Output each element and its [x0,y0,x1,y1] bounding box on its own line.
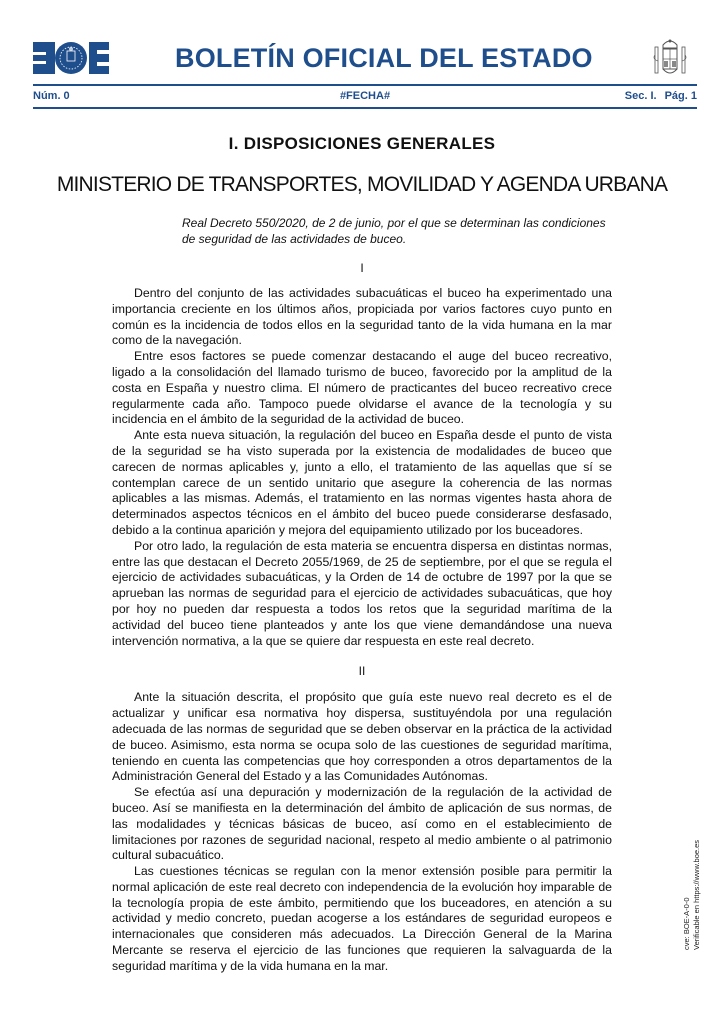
paragraph: Las cuestiones técnicas se regulan con la menor extensión posible para permitir la normal aplicación de este real decreto con independencia de la evolución hoy imparable de la tecnología propia de este ámbito, permitiendo que los buceadores, en atención a su actividad y medio concreto, puedan acogerse a los estándares de seguridad europeos e internacionales que consideren más adecuados. La Dirección General de la Marina Mercante se reserva el ejercicio de las funciones que requieren la salvaguarda de la seguridad marítima y de la vida humana en la mar. [112,864,612,973]
verification-link[interactable]: Verificable en https://www.boe.es [692,839,701,950]
part-i-body [112,286,612,649]
paragraph: Ante esta nueva situación, la regulación del buceo en España desde el punto de vista de la seguridad se ha visto superada por la existencia de modalidades de buceo que carecen de normas aplicables y, junto a ello, el tratamiento de las aquellas que sí se contemplan carece de un sentido unitario que asegure la coherencia de las normas aplicables a las mismas. Además, el tratamiento en las normas vigentes hasta ahora de determinados aspectos técnicos en el ámbito del buceo puede considerarse desfasado, debido a la continua aparición y mejora del equipamiento utilizado por los buceadores. [112,428,612,537]
boe-logo [33,41,109,75]
issue-meta-row [33,88,697,104]
paragraph: Dentro del conjunto de las actividades subacuáticas el buceo ha experimentado una importancia creciente en los últimos años, propiciada por varios factores cuyo punto en común es la incidencia de todos ellos en la seguridad tanto de la vida humana en la mar como de la navegación. [112,286,612,348]
publication-title: BOLETÍN OFICIAL DEL ESTADO [175,43,593,73]
ministry-heading: MINISTERIO DE TRANSPORTES, MOVILIDAD Y AGENDA URBANA [56,173,668,196]
section-heading: I. DISPOSICIONES GENERALES [228,134,496,153]
header-rule-bottom [33,107,697,109]
page-label: Pág. 1 [664,90,697,102]
issue-date: #FECHA# [339,90,391,102]
cve-code: cve: BOE-A-0-0 [682,897,691,950]
section-page-info [557,88,697,104]
paragraph: Por otro lado, la regulación de esta materia se encuentra dispersa en distintas normas, entre las que destacan el Decreto 2055/1969, de 25 de septiembre, por el que se regula el ejercicio de actividades subacuáticas, y la Orden de 14 de octubre de 1997 por la que se aprueban las normas de seguridad para el ejercicio de actividades subacuáticas, que hoy por hoy no pueden dar respuesta a todos los retos que la seguridad marítima de la actividad del buceo tiene planteados y ante los que viene demandándose una nueva intervención normativa, a la que se quiere dar respuesta en este real decreto. [112,538,612,648]
verification-note [682,840,702,950]
paragraph: Entre esos factores se puede comenzar destacando el auge del buceo recreativo, ligado a la consolidación del llamado turismo de buceo, favorecido por la amplitud de la costa en España y nuestro clima. El número de practicantes del buceo recreativo crece regularmente cada año. Tampoco puede olvidarse el avance de la tecnología y su incidencia en el ámbito de la seguridad de la actividad de buceo. [112,349,612,427]
issue-number: Núm. 0 [33,90,70,102]
header-rule-top [33,84,697,86]
part-ii-body [112,690,612,974]
decree-title: Real Decreto 550/2020, de 2 de junio, por el que se determinan las condiciones de seguridad de las actividades de buceo. [182,216,606,246]
section-label: Sec. I. [624,90,657,102]
part-label-i: I [360,261,364,275]
part-label-ii: II [358,664,366,679]
document-content [0,130,724,975]
boe-logo-graphic [33,41,109,75]
paragraph: Se efectúa así una depuración y modernización de la regulación de la actividad de buceo. Así se manifiesta en la determinación del ámbito de aplicación de sus normas, de las modalidades y técnicas básicas de buceo, así como en el establecimiento de limitaciones por razones de seguridad nacional, respeto al medio ambiente o al patrimonio cultural subacuático. [112,785,612,863]
paragraph: Ante la situación descrita, el propósito que guía este nuevo real decreto es el de actualizar y unificar esa normativa hoy dispersa, sustituyéndola por una regulación adecuada de las normas de seguridad que se deben observar en la práctica de la actividad de buceo. Asimismo, esta norma se ocupa solo de las cuestiones de seguridad marítima, teniendo en cuenta las competencias que hoy corresponden a otros departamentos de la Administración General del Estado y a las Comunidades Autónomas. [112,690,612,784]
coat-of-arms-icon [650,37,690,81]
